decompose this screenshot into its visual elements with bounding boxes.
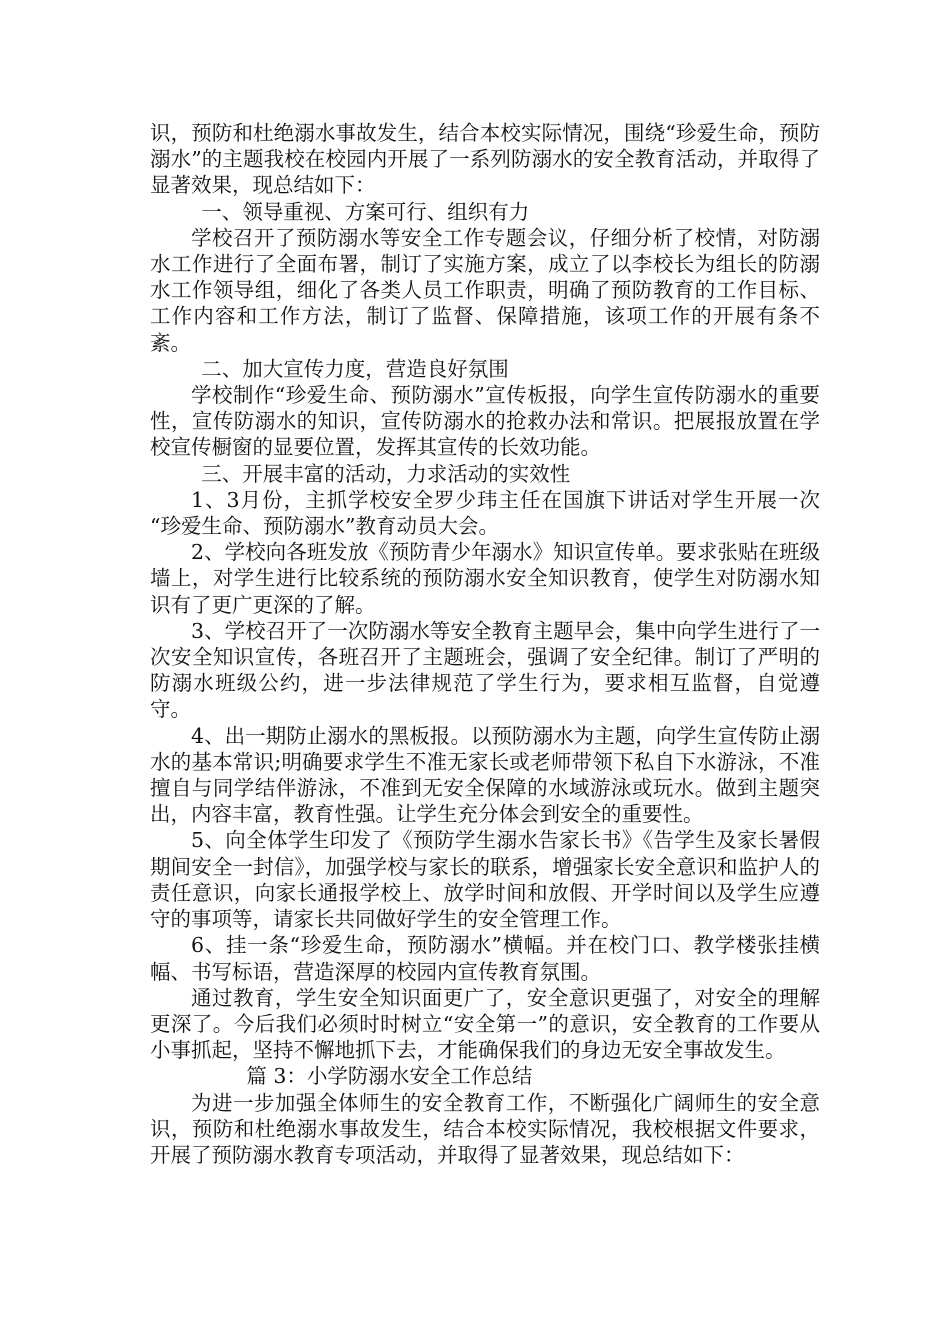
- article-intro-paragraph: 为进一步加强全体师生的安全教育工作，不断强化广阔师生的安全意识，预防和杜绝溺水事故发生，结合本校实际情况，我校根据文件要求，开展了预防溺水教育专项活动，并取得了显著效果，现总结如下：: [150, 1090, 820, 1167]
- list-paragraph-1: 1、3月份，主抓学校安全罗少玮主任在国旗下讲话对学生开展一次 “珍爱生命、预防溺水”教育动员大会。: [150, 487, 820, 539]
- list-paragraph-6: 6、挂一条“珍爱生命，预防溺水”横幅。并在校门口、教学楼张挂横幅、书写标语，营造深厚的校园内宣传教育氛围。: [150, 933, 820, 984]
- section-heading-2: 二、加大宣传力度，营造良好氛围: [201, 356, 509, 381]
- article-title: 篇 3：小学防溺水安全工作总结: [246, 1064, 533, 1089]
- document-body: [150, 120, 820, 1168]
- conclusion-paragraph: 通过教育，学生安全知识面更广了，安全意识更强了，对安全的理解更深了。今后我们必须时时树立“安全第一”的意识，安全教育的工作要从小事抓起，坚持不懈地抓下去，才能确保我们的身边无安全事故发生。: [150, 985, 820, 1063]
- list-paragraph-3: 3、学校召开了一次防溺水等安全教育主题早会，集中向学生进行了一次安全知识宣传，各班召开了主题班会，强调了安全纪律。制订了严明的防溺水班级公约，进一步法律规范了学生行为，要求相互监督，自觉遵守。: [150, 618, 820, 722]
- section-heading-3: 三、开展丰富的活动，力求活动的实效性: [201, 461, 571, 486]
- intro-paragraph: 识，预防和杜绝溺水事故发生，结合本校实际情况，围绕“珍爱生命，预防溺水”的主题我校在校园内开展了一系列防溺水的安全教育活动，并取得了显著效果，现总结如下：: [150, 121, 820, 198]
- body-paragraph: 学校召开了预防溺水等安全工作专题会议，仔细分析了校情，对防溺水工作进行了全面布署，制订了实施方案，成立了以李校长为组长的防溺水工作领导组，细化了各类人员工作职责，明确了预防教育的工作目标、工作内容和工作方法，制订了监督、保障措施，该项工作的开展有条不紊。: [150, 225, 820, 355]
- body-paragraph: 学校制作“珍爱生命、预防溺水”宣传板报，向学生宣传防溺水的重要性，宣传防溺水的知识，宣传防溺水的抢救办法和常识。把展报放置在学校宣传橱窗的显要位置，发挥其宣传的长效功能。: [150, 383, 820, 460]
- list-paragraph-2: 2、学校向各班发放《预防青少年溺水》知识宣传单。要求张贴在班级墙上，对学生进行比较系统的预防溺水安全知识教育，使学生对防溺水知识有了更广更深的了解。: [150, 540, 820, 617]
- section-heading-1: 一、领导重视、方案可行、组织有力: [201, 199, 530, 224]
- list-paragraph-5: 5、向全体学生印发了《预防学生溺水告家长书》《告学生及家长暑假期间安全一封信》，加强学校与家长的联系，增强家长安全意识和监护人的责任意识，向家长通报学校上、放学时间和放假、开学时间以及学生应遵守的事项等，请家长共同做好学生的安全管理工作。: [150, 828, 820, 932]
- list-paragraph-4: 4、出一期防止溺水的黑板报。以预防溺水为主题，向学生宣传防止溺水的基本常识;明确要求学生不准无家长或老师带领下私自下水游泳，不准擅自与同学结伴游泳，不准到无安全保障的水域游泳或玩水。做到主题突出，内容丰富，教育性强。让学生充分体会到安全的重要性。: [150, 723, 820, 827]
